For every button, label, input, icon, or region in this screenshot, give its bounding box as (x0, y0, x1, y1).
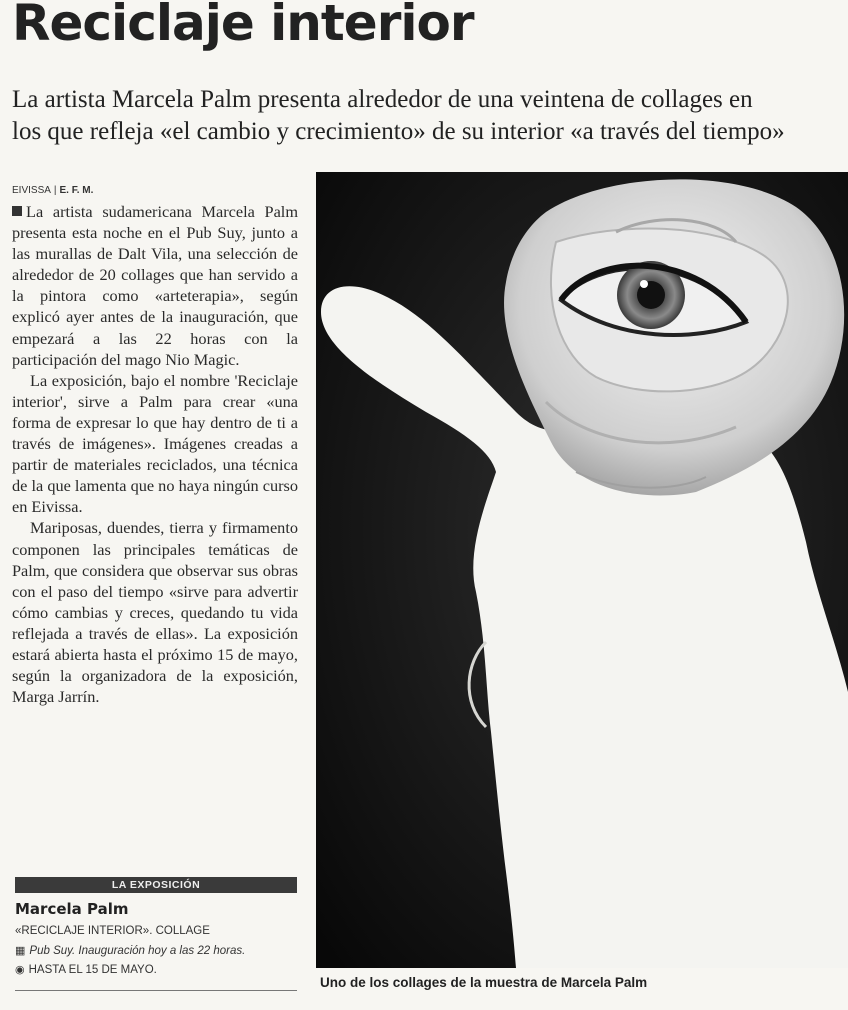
byline: EIVISSA | E. F. M. (12, 185, 94, 196)
clock-icon: ◉ (15, 964, 25, 976)
subhead (12, 84, 848, 148)
photo-caption: Uno de los collages de la muestra de Marcela Palm (320, 975, 648, 990)
info-box-title: «RECICLAJE INTERIOR». COLLAGE (15, 925, 210, 937)
divider (15, 990, 297, 991)
paragraph (12, 517, 298, 707)
collage-illustration (316, 172, 848, 968)
info-box-venue (15, 944, 245, 957)
info-box-dates-text: HASTA EL 15 DE MAYO. (28, 964, 157, 976)
paragraph-text: La artista sudamericana Marcela Palm presenta esta noche en el Pub Suy, junto a las murallas de Dalt Vila, una selección de alrededor de 20 collages que han servido a la pintora como «arteterapia», según explicó ayer antes de la inauguración, que empezará a las 22 horas con la participación del mago Nio Magic. (12, 202, 298, 369)
subhead-line-1: La artista Marcela Palm presenta alrededor de una veintena de collages en (12, 86, 753, 113)
info-box-dates (15, 963, 157, 976)
article-body (12, 201, 298, 707)
subhead-line-2: los que refleja «el cambio y crecimiento» de su interior «a través del tiempo» (12, 118, 785, 145)
lead-square-icon (12, 206, 22, 216)
info-box-name: Marcela Palm (15, 900, 129, 918)
paragraph (12, 201, 298, 370)
headline: Reciclaje interior (12, 0, 474, 52)
building-icon: ▦ (15, 945, 26, 957)
byline-place: EIVISSA (12, 185, 51, 196)
collage-photo (316, 172, 848, 968)
info-box-venue-text: Pub Suy. Inauguración hoy a las 22 horas. (29, 945, 246, 957)
paragraph-text: La exposición, bajo el nombre 'Reciclaje interior', sirve a Palm para crear «una forma de expresar lo que hay dentro de ti a través de imágenes». Imágenes creadas a partir de materiales reciclados, una técnica de la que lamenta que no haya ningún curso en Eivissa. (12, 370, 298, 517)
info-box-header: LA EXPOSICIÓN (15, 877, 297, 893)
byline-author: E. F. M. (59, 185, 94, 196)
paragraph (12, 370, 298, 518)
paragraph-text: Mariposas, duendes, tierra y firmamento componen las principales temáticas de Palm, que considera que observar sus obras con el paso del tiempo «sirve para advertir cómo cambias y creces, quedando tu vida reflejada a través de ellas». La exposición estará abierta hasta el próximo 15 de mayo, según la organizadora de la exposición, Marga Jarrín. (12, 518, 298, 707)
